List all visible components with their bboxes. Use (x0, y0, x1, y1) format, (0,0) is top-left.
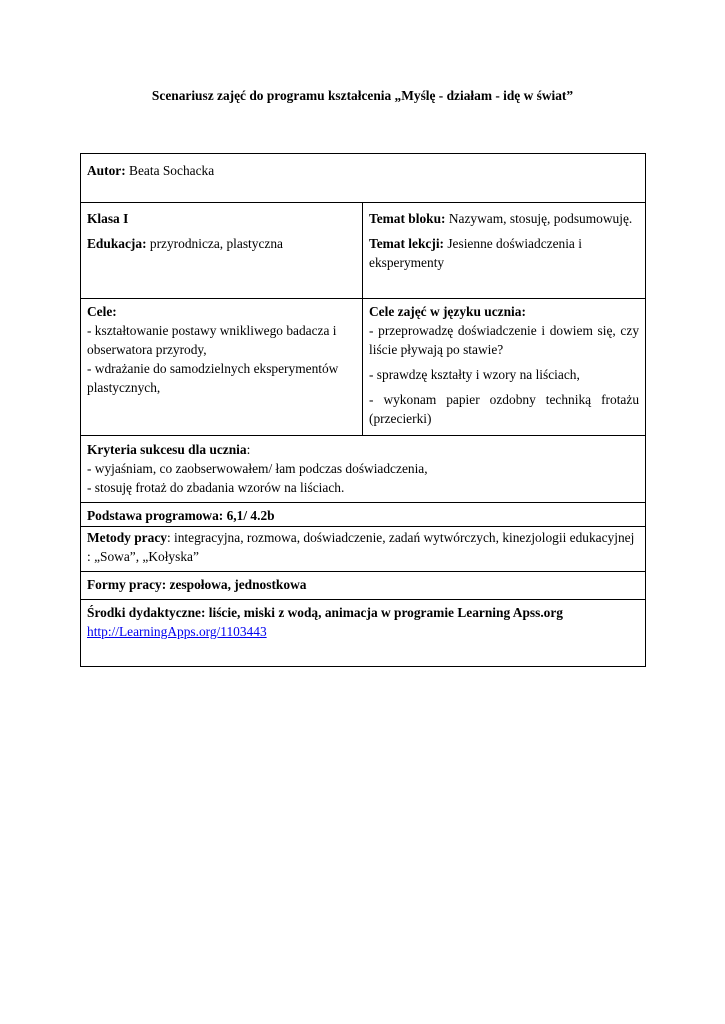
materials-cell (81, 600, 646, 667)
document-title: Scenariusz zajęć do programu kształcenia „Myślę - działam - idę w świat” (151, 88, 574, 103)
lesson-topic-label: Temat lekcji: (369, 236, 444, 251)
class-cell (81, 203, 363, 299)
student-goal-item: - przeprowadzę doświadczenie i dowiem się, czy liście pływają po stawie? (369, 323, 640, 357)
student-goal-item: - sprawdzę kształty i wzory na liściach, (369, 367, 580, 382)
author-label: Autor: (87, 163, 126, 178)
block-topic-line (369, 209, 639, 228)
student-goals-cell (363, 299, 646, 436)
block-topic-value: Nazywam, stosuję, podsumowuję. (445, 211, 633, 226)
methods-row (81, 527, 646, 572)
student-goal-item: - wykonam papier ozdobny techniką frotażu (przecierki) (369, 392, 640, 426)
topic-cell (363, 203, 646, 299)
curriculum-cell (81, 503, 646, 527)
class-name: Klasa I (87, 211, 129, 226)
goal-item: - wdrażanie do samodzielnych eksperymentów plastycznych, (87, 361, 339, 395)
methods-label: Metody pracy (87, 530, 167, 545)
learningapps-link[interactable]: http://LearningApps.org/1103443 (87, 624, 267, 639)
lesson-topic-line (369, 234, 639, 272)
forms-cell (81, 572, 646, 600)
lesson-plan-table (80, 153, 646, 667)
methods-cell (81, 527, 646, 572)
goals-row (81, 299, 646, 436)
methods-value: : integracyjna, rozmowa, doświadczenie, zadań wytwórczych, kinezjologii edukacyjnej : „Sowa”, „Kołyska” (87, 530, 635, 564)
author-row (81, 154, 646, 203)
criteria-colon: : (246, 442, 251, 457)
education-label: Edukacja: (87, 236, 147, 251)
student-goals-label: Cele zajęć w języku ucznia: (369, 304, 526, 319)
criteria-heading (87, 440, 639, 459)
class-topic-row (81, 203, 646, 299)
forms-text: Formy pracy: zespołowa, jednostkowa (87, 577, 307, 592)
criteria-item: - stosuję frotaż do zbadania wzorów na liściach. (87, 480, 345, 495)
curriculum-row (81, 503, 646, 527)
materials-row (81, 600, 646, 667)
criteria-row (81, 436, 646, 503)
criteria-cell (81, 436, 646, 503)
author-cell (81, 154, 646, 203)
education-value: przyrodnicza, plastyczna (146, 236, 283, 251)
methods-line (87, 528, 639, 566)
curriculum-text: Podstawa programowa: 6,1/ 4.2b (87, 508, 275, 523)
goal-item: - kształtowanie postawy wnikliwego badacza i obserwatora przyrody, (87, 323, 337, 357)
education-line (87, 234, 356, 253)
materials-text: Środki dydaktyczne: liście, miski z wodą, animacja w programie Learning Apss.org (87, 605, 564, 620)
author-value: Beata Sochacka (125, 163, 215, 178)
materials-link-line (87, 622, 639, 641)
goals-cell (81, 299, 363, 436)
criteria-item: - wyjaśniam, co zaobserwowałem/ łam podczas doświadczenia, (87, 461, 428, 476)
block-topic-label: Temat bloku: (369, 211, 446, 226)
lesson-topic-value: Jesienne doświadczenia i eksperymenty (369, 236, 582, 270)
criteria-label: Kryteria sukcesu dla ucznia (87, 442, 247, 457)
goals-label: Cele: (87, 304, 117, 319)
forms-row (81, 572, 646, 600)
